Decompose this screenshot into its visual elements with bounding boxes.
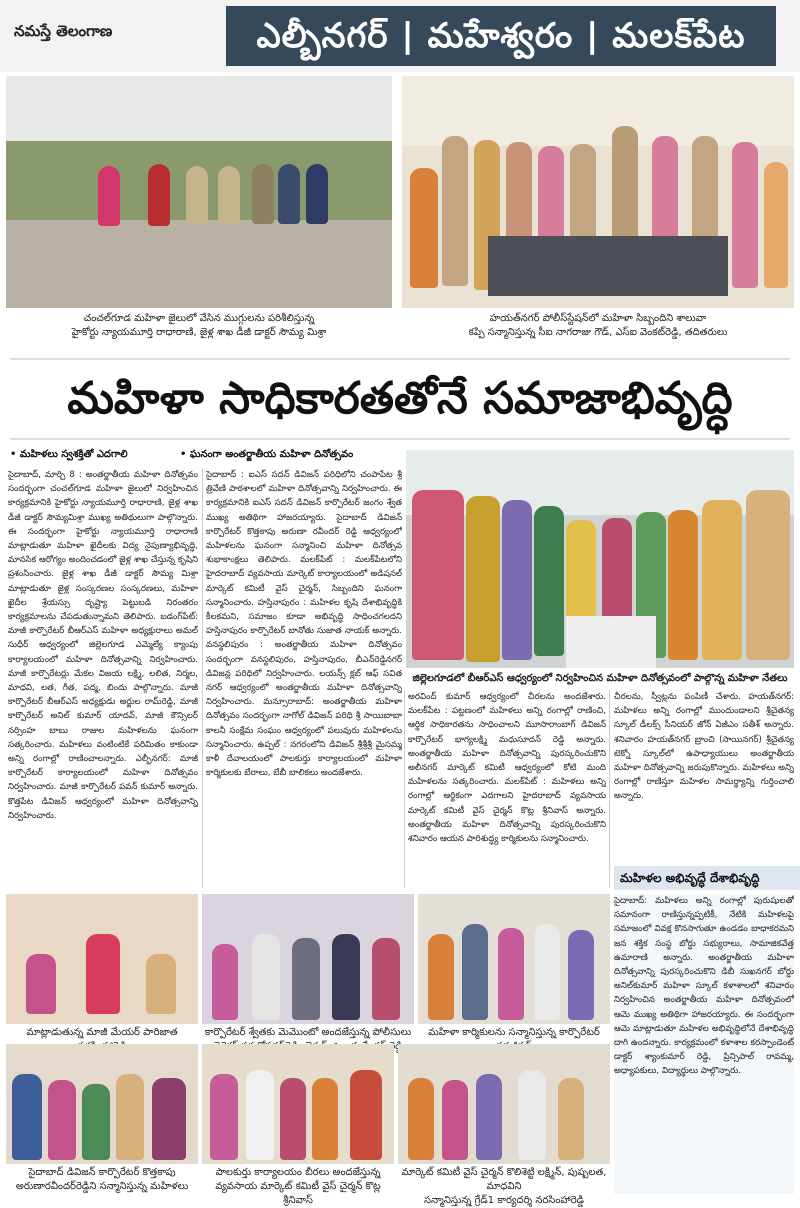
subheading-2: • ఘనంగా అంతర్జాతీయ మహిళా దినోత్సవం [180,449,354,460]
photo-caption [402,312,794,340]
article-column-4 [614,690,794,862]
subheading-1: • మహిళలు స్వశక్తితో ఎదగాలి [10,449,128,460]
column-text: సైదాబాద్ : ఐఎస్ సదన్ డివిజన్ పరిధిలోని చంపాపేట శ్రీ త్రివేణి పాఠశాలలో మహిళా దినోత్సవాన్ని నిర్వహించారు. ఈ కార్యక్రమానికి ఐఎస్ సదన్ డివిజన్ కార్పొరేటర్ జంగం శ్వేత ముఖ్య అతిథిగా హాజరయ్యారు. సైదాబాద్ డివిజన్ కార్పొరేటర్ కొత్తకాపు అరుణా రవీందర్ రెడ్డి ఆధ్వర్యంలో మహిళలను ఘనంగా సన్మానించి మహిళా దినోత్సవ శుభాకాంక్షలు తెలిపారు. మలక్‌పేట్ : మలక్‌పేటలోని హైదరాబాద్ వ్యవసాయ మార్కెట్ కార్యాలయంలో అడిషనల్ మార్కెట్ కమిటీ వైస్ చైర్మన్, సిబ్బందిని ఘనంగా సన్మానించారు. హస్తినాపురం : మహిళల కృషి దేశాభివృద్ధికి కీలకమని, సమాజం కూడా అభివృద్ధి సాధించగలదని హస్తినాపురం కార్పొరేటర్ బానోతు సుజాత నాయక్ అన్నారు. వనస్థలిపురం : అంతర్జాతీయ మహిళా దినోత్సవం సందర్భంగా వనస్థలిపురం, హస్తినాపురం, బీఎన్‌రెడ్డినగర్ డివిజన్ల పరిధిలో నిర్వహించారు. లయన్స్ క్లబ్ ఆఫ్ సవిత నగర్ ఆధ్వర్యంలో అంతర్జాతీయ మహిళా దినోత్సవాన్ని నిర్వహించారు. మన్సూరాబాద్: అంతర్జాతీయ మహిళా దినోత్సవం సందర్భంగా నాగోల్ డివిజన్ పరిధి శ్రీ సాయిబాబా కాలనీ సంక్షేమ సంఘం ఆధ్వర్యంలో పలువురు మహిళలను సన్మానించారు. ఉప్పల్ : నగరంలోని డివిజన్ శ్రీశ్రీశ్రీ మైసమ్మ కాళీ దేవాలయంలో పాలకుర్తు కార్యాలయంలో మహిళా కార్మికులకు బేరాలు, బేబీ బాలికలు అందజేశారు. [206,470,402,779]
photo-police-women-staff [402,76,794,308]
photo-brs-womens-day [406,450,794,668]
photo-market-vice-chairman [202,1044,394,1164]
photo-jail-rangoli [6,76,392,308]
article-headline: మహిళా సాధికారతతోనే సమాజాభివృద్ధి [10,358,790,440]
column-text: చీరలను, స్వీట్లను పంపిణీ చేశారు. హయత్‌నగర్: మహిళలు అన్ని రంగాల్లో ముందుండాలని శ్రీచైతన్య స్కూల్ డీలక్స్ సీనియర్ జోన్ ఏజీఎం సతీశ్ అన్నారు. శనివారం హయత్‌నగర్ బ్రాంచి (సాయినగర్) శ్రీచైతన్య టెక్నో స్కూల్‌లో ఉపాధ్యాయులు అంతర్జాతీయ మహిళా దినోత్సవాన్ని జరుపుకొన్నారు. మహిళలు అన్ని రంగాల్లో రాణిస్తూ మహిళల సామర్థ్యాన్ని గుర్తించాలి అన్నారు. [614,692,794,802]
article-column-2 [206,468,402,888]
photo-caption [6,312,392,340]
column-rule [202,468,203,888]
caption-line: కార్పొరేటర్ శ్వేతకు మెమొంటో అందజేస్తున్న పోలీసులు [204,1027,412,1038]
caption-line: వ్యవసాయ మార్కెట్ కమిటీ వైస్ చైర్మన్ కొట్ల శ్రీనివాస్ [215,1181,381,1206]
article-column-1 [8,468,198,888]
column-text: సైదాబాద్, మార్చి 8 : అంతర్జాతీయ మహిళా దినోత్సవం సందర్భంగా చంచల్‌గూడ మహిళా జైలులో నిర్వహించిన కార్యక్రమానికి హైకోర్టు న్యాయమూర్తి రాధారాణి, జైళ్ల శాఖ డీజీ డాక్టర్ సౌమ్యమిశ్రా ముఖ్య అతిథులుగా పాల్గొన్నారు. ఈ సందర్భంగా హైకోర్టు న్యాయమూర్తి రాధారాణి మాట్లాడుతూ మహిళా ఖైదీలకు విద్య నైపుణ్యాభివృద్ధి, మానసిక ఆరోగ్యం అందించడంలో జైళ్ల శాఖ చేస్తున్న కృషిని ప్రశంసించారు. జైళ్ల శాఖ డీజీ డాక్టర్ సౌమ్య మిశ్రా మాట్లాడుతూ జైళ్ల సంస్కరణల సంస్కరణలు, మహిళా ఖైదీల శ్రేయస్సు దృష్ట్యా పెట్టుబడి నిరంతరం కార్యక్రమాలను చేపడుతున్నామని తెలిపారు. బడంగ్‌పేట్: మాజీ కార్పొరేటర్ బీఆర్‌ఎస్ మహిళా అధ్యక్షురాలు అమల్ సుధీర్ ఆధ్వర్యంలో జిల్లెలగూడ ఎమ్మెల్యే క్యాంపు కార్యాలయంలో మహిళా దినోత్సవాన్ని నిర్వహించారు. మాజీ కార్పొరేటర్లు మేకల విజయ లక్ష్మి, లలిత, నిర్మల, మాధవి, లత, గీత, పద్మ, బిందు పాల్గొన్నారు. మాజీ కార్పొరేటర్ బీఆర్‌ఎస్ అధ్యక్షుడు అర్జుల రామ్‌రెడ్డి, మాజీ కార్పొరేటర్ అనిల్ కుమార్ యాదవ్, మాజీ కౌన్సిలర్ నర్సింహ బాబు రాజుల మహిళలను ఘనంగా సత్కరించారు. మహిళలు వంటింటికే పరిమితం కాకుండా అన్ని రంగాల్లో రాణించాలన్నారు. ఎల్బీనగర్: మాజీ కార్పొరేటర్ కార్యాలయంలో మహిళా దినోత్సవం నిర్వహించారు. మాజీ కార్పొరేటర్ పవన్ కుమార్ అన్నారు. కొత్తపేట డివిజన్ ఆధ్వర్యంలో మహిళా దినోత్సవాన్ని నిర్వహించారు. [8,470,198,821]
column-text: సైదాబాద్: మహిళలు అన్ని రంగాల్లో పురుషులతో సమానంగా రాణిస్తున్నప్పటికీ, నేటికి మహిళలపై సమాజంలో వివక్ష కొనసాగుతూ ఉండడం బాధాకరమని జన శక్తిక సంస్థ బోర్డు సభ్యురాలు, సామాజికవేత్త ఉమారాణి అన్నారు. అంతర్జాతీయ మహిళా దినోత్సవాన్ని పురస్కరించుకొని డిబీ సుఖనగర్ బోర్డు అనిల్‌కుమార్ మహిళా స్కూల్ కళాశాలలో శనివారం నిర్వహించిన అంతర్జాతీయ మహిళా దినోత్సవంలో ఆమె ముఖ్య అతిథిగా హాజరయ్యారు. ఈ సందర్భంగా ఆమె మాట్లాడుతూ మహిళల అభివృద్ధిలోనే దేశాభివృద్ధి దాగి ఉందన్నారు. కార్యక్రమంలో కళాశాల కరస్పాండెంట్ డాక్టర్ శ్యాంకుమార్ రెడ్డి, ప్రిన్సిపాల్ రావమ్మ, అధ్యాపకులు, విద్యార్థులు పాల్గొన్నారు. [614,896,794,1077]
newspaper-brand: నమస్తే తెలంగాణ [14,22,113,40]
photo-market-committee [398,1044,610,1164]
photo-women-workers [418,894,610,1024]
caption-line: పాలకుర్తు కార్యాలయం బీరలు అందజేస్తున్న [215,1167,381,1178]
caption-line: చంచల్‌గూడ మహిళా జైలులో వేసిన ముగ్గులను పరిశీలిస్తున్న [83,313,315,324]
photo-caption: మాట్లాడుతున్న మాజీ మేయర్ పారిజాత [26,1027,178,1038]
photo-caption: మహిళా కార్మికులను సన్మానిస్తున్న కార్పొరేటర్ [428,1027,600,1038]
photo-caption: జిల్లెలగూడలో బీఆర్‌ఎస్ ఆధ్వర్యంలో నిర్వహించిన మహిళా దినోత్సవంలో పాల్గొన్న మహిళా నేతలు [412,673,788,684]
caption-line: కప్పి సన్మానిస్తున్న సీఐ నాగరాజు గౌడ్, ఎస్ఐ వెంకట్‌రెడ్డి, తదితరులు [468,327,728,338]
column-text: అరవింద్ కుమార్ ఆధ్వర్యంలో చీరలను అందజేశారు. మలక్‌పేట : పట్టణంలో మహిళలు అన్ని రంగాల్లో రాణించి, ఆర్థిక సాధికారతను సాధించాలని మూసారాంబాగ్ డివిజన్ కార్పొరేటర్ భాగ్యలక్ష్మి మధుసూదన్ రెడ్డి అన్నారు. అంతర్జాతీయ మహిళా దినోత్సవాన్ని పురస్కరించుకొని అలీనగర్ మార్కెట్ కమిటీ ఆధ్వర్యంలో కోటి మంది మహిళలను సత్కరించారు. మలక్‌పేట్ : మహిళలు అన్ని రంగాల్లో ఆర్థికంగా ఎదగాలని హైదరాబాద్ వ్యవసాయ మార్కెట్ కమిటీ వైస్ చైర్మన్ కొట్ల శ్రీనివాస్ అన్నారు. అంతర్జాతీయ మహిళా దినోత్సవాన్ని పురస్కరించుకొని శనివారం ఆయన పారిశుద్ధ్య కార్మికులను సన్మానించారు. [408,692,606,845]
photo-corporator-memento [202,894,414,1024]
photo-caption [398,1166,610,1208]
caption-line: హయత్‌నగర్ పోలీస్‌స్టేషన్‌లో మహిళా సిబ్బందిని శాలువా [489,313,707,324]
sidebar-box-body [614,894,794,1194]
caption-line: రెడ్డి [389,1041,403,1052]
photo-former-mayor [6,894,198,1024]
sidebar-box-title: మహిళల అభివృద్ధే దేశాభివృద్ధి [614,866,800,890]
police-desk [488,236,728,296]
caption-line: మార్కెట్ కమిటీ వైస్ చైర్మన్ కొలిశెట్టి లక్ష్మిన్, పుష్పలత, మాధవిని [401,1167,607,1192]
article-column-3 [408,690,606,888]
edition-title: ఎల్బీనగర్ | మహేశ్వరం | మలక్‌పేట [256,16,746,56]
caption-line: అరుణారవీందర్‌రెడ్డిని సన్మానిస్తున్న మహిళలు [15,1181,189,1192]
photo-saidabad-corporator [6,1044,198,1164]
caption-line: సన్మానిస్తున్న గ్రేడ్1 కార్యదర్శి నరసింహారెడ్డి [423,1195,585,1206]
column-rule [609,690,610,888]
photo-caption [6,1166,198,1194]
photo-caption [202,1166,394,1208]
caption-line: హైకోర్టు న్యాయమూర్తి రాధారాణి, జైళ్ల శాఖ డీజీ డాక్టర్ సౌమ్య మిశ్రా [71,327,327,338]
cake-table [566,616,656,668]
caption-line: సైదాబాద్ డివిజన్ కార్పొరేటర్ కొత్తకాపు [28,1167,176,1178]
column-rule [404,690,405,888]
